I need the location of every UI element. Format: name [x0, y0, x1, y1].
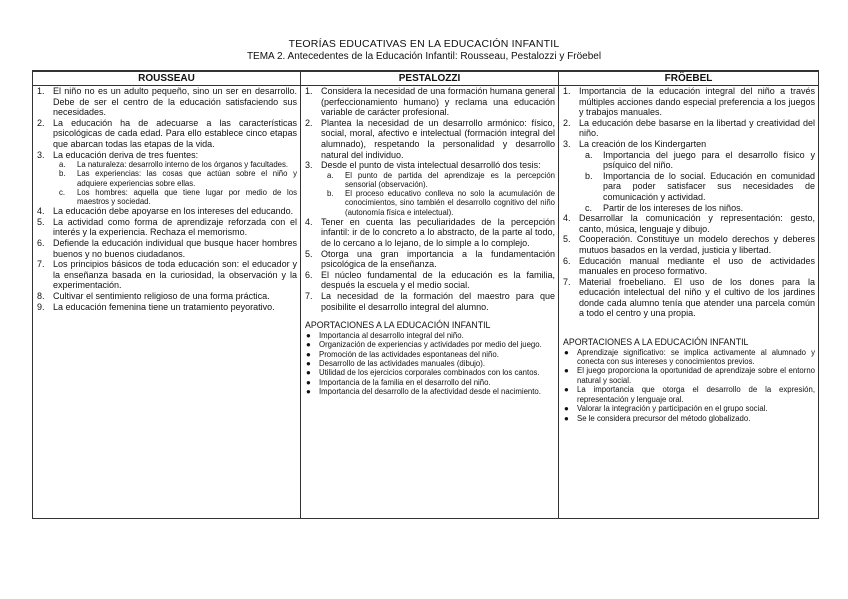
sub-list-item: c. Los hombres: aquella que tiene lugar por medio de los maestros y sociedad. [59, 187, 297, 206]
sub-list-item: b. El proceso educativo conlleva no solo la acumulación de conocimientos, sino también el desarrollo cognitivo del niño (autonomía física e intelectual). [327, 189, 555, 217]
bullet-item: ● Aprendizaje significativo: se implica activamente al alumnado y conecta con sus intereses y conocimientos previos. [564, 347, 815, 367]
list-item: 6. Educación manual mediante el uso de actividades manuales en proceso formativo. [563, 255, 815, 277]
list-item: 4. Tener en cuenta las peculiaridades de la percepción infantil: ir de lo concreto a lo abstracto, de la parte al todo, de lo cercano a lo lejano, de lo simple a lo complejo. [305, 216, 555, 248]
bullet-item: ● El juego proporciona la oportunidad de aprendizaje sobre el entorno natural y social. [564, 366, 815, 385]
pestalozzi-list [303, 86, 555, 312]
froebel-aportaciones-list [561, 348, 815, 423]
sub-list-item: a. El punto de partida del aprendizaje es la percepción sensorial (observación). [327, 170, 555, 189]
sub-list-item: a. La naturaleza: desarrollo interno de los órganos y facultades. [59, 160, 289, 170]
list-item: 5. Otorga una gran importancia a la fundamentación psicológica de la enseñanza. [305, 248, 555, 270]
list-item: 8. Cultivar el sentimiento religioso de una forma práctica. [37, 290, 270, 301]
list-item: 5. La actividad como forma de aprendizaje reforzada con el interés y la experiencia. Rechaza el memorismo. [37, 216, 297, 238]
sub-list-item: b. Las experiencias: las cosas que actúan sobre el niño y adquiere experiencias sobre ellas. [59, 169, 297, 188]
list-item: 3. Desde el punto de vista intelectual desarrolló dos tesis: a. El punto de partida del aprendizaje es la percepción sensorial (observación). b. El proceso educativo conlleva no solo la acumulación de conocimientos, sino también el desarrollo cognitivo del niño (autonomía física e intelectual). [305, 160, 555, 217]
list-item: 1. El niño no es un adulto pequeño, sino un ser en desarrollo. Debe de ser el centro de la educación satisfaciendo sus necesidades. [37, 86, 297, 118]
list-item: 1. Considera la necesidad de una formación humana general (perfeccionamiento humano) y reclama una educación variable de carácter profesional. [305, 86, 555, 118]
bullet-item: ● Importancia de la familia en el desarrollo del niño. [306, 377, 491, 387]
column-header-froebel: FRӦEBEL [559, 71, 819, 86]
column-header-rousseau: ROUSSEAU [33, 71, 301, 86]
sub-list-item: c. Partir de los intereses de los niños. [585, 202, 744, 213]
list-item: 7. La necesidad de la formación del maestro para que posibilite el desarrollo integral del alumno. [305, 290, 555, 312]
list-item: 4. La educación debe apoyarse en los intereses del educando. [37, 206, 294, 217]
bullet-icon: ● [306, 377, 311, 387]
bullet-item: ● La importancia que otorga el desarrollo de la expresión, representación y lenguaje oral. [564, 385, 815, 404]
froebel-list [561, 86, 815, 319]
bullet-icon: ● [564, 347, 569, 357]
bullet-icon: ● [306, 330, 311, 340]
list-item: 3. La educación deriva de tres fuentes: a. La naturaleza: desarrollo interno de los órganos y facultades. b. Las experiencias: las cosas que actúan sobre el niño y adquiere experiencias sobre ellas. c. Los hombres: aquella que tiene lugar por medio de los maestros y sociedad. [37, 149, 297, 206]
bullet-icon: ● [306, 368, 311, 378]
bullet-item: ● Promoción de las actividades espontaneas del niño. [306, 349, 499, 359]
column-header-pestalozzi: PESTALOZZI [301, 71, 559, 86]
list-item: 2. La educación ha de adecuarse a las características psicológicas de cada edad. Para ello establece cinco etapas que abarcan todas las etapas de la vida. [37, 117, 297, 149]
bullet-item: ● Organización de experiencias y actividades por medio del juego. [306, 340, 542, 350]
document-title: TEORÍAS EDUCATIVAS EN LA EDUCACIÓN INFANTIL [288, 38, 560, 50]
list-item: 5. Cooperación. Constituye un modelo derechos y deberes mutuos basados en la verdad, justicia y libertad. [563, 234, 815, 255]
froebel-cell [559, 86, 819, 519]
bullet-icon: ● [306, 358, 311, 368]
bullet-icon: ● [306, 349, 311, 359]
bullet-icon: ● [564, 413, 569, 423]
list-item: 2. Plantea la necesidad de un desarrollo armónico: físico, social, moral, afectivo e intelectual (formación integral del alumnado), respetando la personalidad y desarrollo natural del individuo. [305, 117, 555, 160]
froebel-sublist [579, 150, 815, 214]
sub-list-item: a. Importancia del juego para el desarrollo físico y psíquico del niño. [585, 149, 815, 171]
bullet-icon: ● [564, 404, 569, 414]
pestalozzi-aportaciones-heading: APORTACIONES A LA EDUCACIÓN INFANTIL [305, 320, 491, 331]
bullet-item: ● Desarrollo de las actividades manuales (dibujo). [306, 358, 485, 368]
pestalozzi-aportaciones-list [303, 331, 555, 397]
bullet-icon: ● [306, 340, 311, 350]
bullet-item: ● Importancia del desarrollo de la afectividad desde el nacimiento. [306, 387, 541, 397]
document-subtitle: TEMA 2. Antecedentes de la Educación Infantil: Rousseau, Pestalozzi y Frӧebel [246, 51, 602, 62]
list-item: 7. Material froebeliano. El uso de los dones para la educación intelectual del niño y el cultivo de los jardines donde cada alumno tenía que atender una parcela común a todo el centro y una propia. [563, 276, 815, 319]
list-item: 1. Importancia de la educación integral del niño a través múltiples acciones dando especial preferencia a los juegos y trabajos manuales. [563, 86, 815, 118]
pestalozzi-sublist [321, 171, 555, 217]
bullet-item: ● Valorar la integración y participación en el grupo social. [564, 404, 768, 414]
bullet-item: ● Utilidad de los ejercicios corporales combinados con los cantos. [306, 368, 540, 378]
bullet-icon: ● [306, 387, 311, 397]
list-item: 2. La educación debe basarse en la libertad y creatividad del niño. [563, 117, 815, 139]
rousseau-list [35, 86, 297, 312]
bullet-icon: ● [564, 366, 569, 376]
pestalozzi-cell [301, 86, 559, 519]
list-item: 9. La educación femenina tiene un tratamiento peyorativo. [37, 301, 275, 312]
rousseau-cell [33, 86, 301, 519]
bullet-icon: ● [564, 385, 569, 395]
comparison-table [32, 70, 819, 519]
bullet-item: ● Importancia al desarrollo integral del niño. [306, 330, 464, 340]
sub-list-item: b. Importancia de lo social. Educación en comunidad para poder satisfacer sus necesidades de comunicación y actividad. [585, 170, 815, 202]
list-item: 6. Defiende la educación individual que busque hacer hombres buenos y no buenos ciudadanos. [37, 237, 297, 259]
rousseau-sublist [53, 160, 297, 206]
list-item: 6. El núcleo fundamental de la educación es la familia, después la escuela y el medio social. [305, 269, 555, 291]
list-item: 3. La creación de los Kindergarten a. Importancia del juego para el desarrollo físico y psíquico del niño. b. Importancia de lo social. Educación en comunidad para poder satisfacer sus necesidades de comunicación y actividad. c. Partir de los intereses de los niños. [563, 138, 815, 213]
list-item: 7. Los principios básicos de toda educación son: el educador y la enseñanza basada en la curiosidad, la observación y la experimentación. [37, 259, 297, 291]
froebel-aportaciones-heading: APORTACIONES A LA EDUCACIÓN INFANTIL [563, 337, 749, 348]
list-item: 4. Desarrollar la comunicación y representación: gesto, canto, música, lenguaje y dibujo. [563, 213, 815, 234]
bullet-item: ● Se le considera precursor del método globalizado. [564, 413, 751, 423]
